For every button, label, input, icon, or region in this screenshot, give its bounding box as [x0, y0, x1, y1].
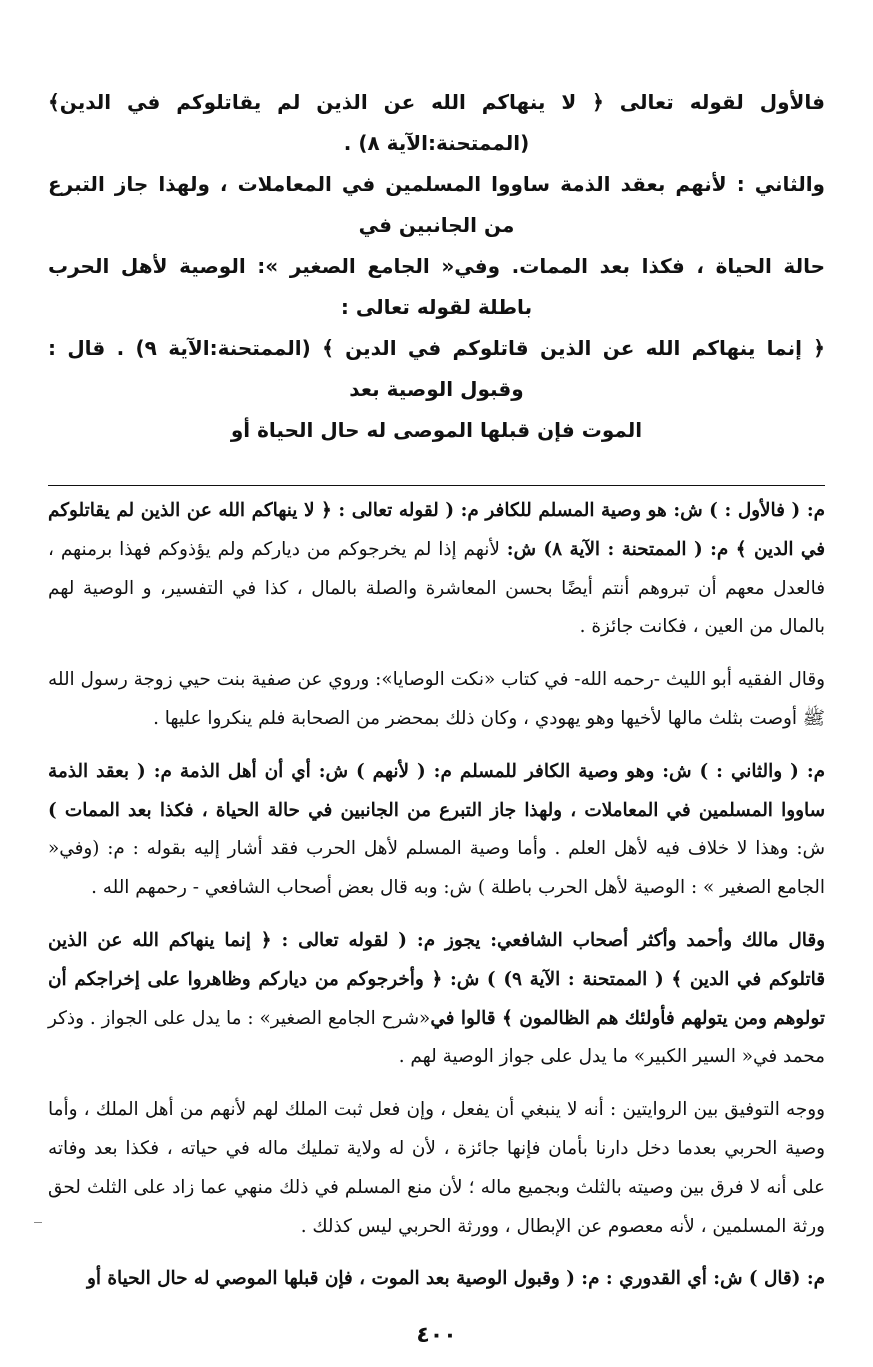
sharh-paragraph: م: (قال ) ش: أي القدوري : م: ( وقبول الوصية بعد الموت ، فإن قبلها الموصي له حال الحياة أو: [86, 1268, 825, 1290]
page-body: [48, 82, 825, 1367]
sharh-commentary: «شرح الجامع الصغير» : ما يدل على الجواز . وذكر محمد في« السير الكبير» ما يدل على جواز الوصية لهم .: [48, 1007, 825, 1068]
matn-line: الموت فإن قبلها الموصى له حال الحياة أو: [230, 418, 643, 442]
sharh-paragraph: [48, 922, 825, 1077]
divider-line: [48, 485, 825, 486]
sharh-quote: م: ( فالأول : ) ش: هو وصية المسلم للكافر م: ( لقوله تعالى : ﴿ لا ينهاكم الله عن الذين لم يقاتلوكم في الدين ﴾ م: ( الممتحنة : الآية ٨) ش:: [48, 500, 825, 560]
scan-mark: [34, 1222, 42, 1223]
sharh-text: [48, 492, 825, 1299]
matn-line: والثاني : لأنهم بعقد الذمة ساووا المسلمين في المعاملات ، ولهذا جاز التبرع من الجانبين في: [48, 172, 825, 237]
matn-text: [48, 82, 825, 451]
sharh-paragraph: [48, 753, 825, 908]
sharh-commentary: ش: وهذا لا خلاف فيه لأهل العلم . وأما وصية المسلم لأهل الحرب فقد أشار إليه بقوله : م: (وفي« الجامع الصغير » : الوصية لأهل الحرب باطلة ) ش: وبه قال بعض أصحاب الشافعي - رحمهم الله .: [48, 838, 825, 899]
sharh-quote: م: ( والثاني : ) ش: وهو وصية الكافر للمسلم م: ( لأنهم ) ش: أي أن أهل الذمة م: ( بعقد الذمة ساووا المسلمين في المعاملات ، ولهذا جاز التبرع من الجانبين في حالة الحياة ، فكذا بعد الممات ): [48, 760, 825, 821]
sharh-paragraph: وقال الفقيه أبو الليث -رحمه الله- في كتاب «نكت الوصايا»: وروي عن صفية بنت حيي زوجة رسول الله ﷺ أوصت بثلث مالها لأخيها وهو يهودي ، وكان ذلك بمحضر من الصحابة فلم ينكروا عليها .: [48, 669, 825, 729]
matn-line: ﴿ إنما ينهاكم الله عن الذين قاتلوكم في الدين ﴾ (الممتحنة:الآية ٩) . قال : وقبول الوصية بعد: [48, 336, 825, 401]
matn-line: حالة الحياة ، فكذا بعد الممات. وفي« الجامع الصغير »: الوصية لأهل الحرب باطلة لقوله تعالى :: [48, 254, 825, 319]
sharh-commentary: لأنهم إذا لم يخرجوكم من دياركم ولم يؤذوكم فهذا برمنهم ، فالعدل معهم أن تبروهم أنتم أيضًا بحسن المعاشرة والصلة بالمال ، كذا في التفسير، و الوصية لهم بالمال من العين ، فكانت جائزة .: [48, 538, 825, 638]
sharh-paragraph: ووجه التوفيق بين الروايتين : أنه لا ينبغي أن يفعل ، وإن فعل ثبت الملك لهم لأنهم من أهل الملك ، وأما وصية الحربي بعدما دخل دارنا بأمان فإنها جائزة ، لأن له ولاية تمليك ماله في حياته ، فكذا بعد وفاته على أنه لا فرق بين وصيته بالثلث وبجميع ماله ؛ لأن منع المسلم في ذلك منهي عما زاد على الثلث لحق ورثة المسلمين ، لأنه معصوم عن الإبطال ، وورثة الحربي ليس كذلك .: [48, 1099, 825, 1237]
sharh-paragraph: [48, 492, 825, 647]
page-number: ٤٠٠: [416, 1323, 457, 1348]
sharh-quote: وقال مالك وأحمد وأكثر أصحاب الشافعي: يجوز م: ( لقوله تعالى : ﴿ إنما ينهاكم الله عن الذين قاتلوكم في الدين ﴾ ( الممتحنة : الآية ٩) ) ش: ﴿ وأخرجوكم من دياركم وظاهروا على إخراجكم أن تولوهم ومن يتولهم فأولئك هم الظالمون ﴾ قالوا في: [48, 929, 825, 1029]
matn-line: فالأول لقوله تعالى ﴿ لا ينهاكم الله عن الذين لم يقاتلوكم في الدين﴾ (الممتحنة:الآية ٨) .: [48, 90, 825, 155]
